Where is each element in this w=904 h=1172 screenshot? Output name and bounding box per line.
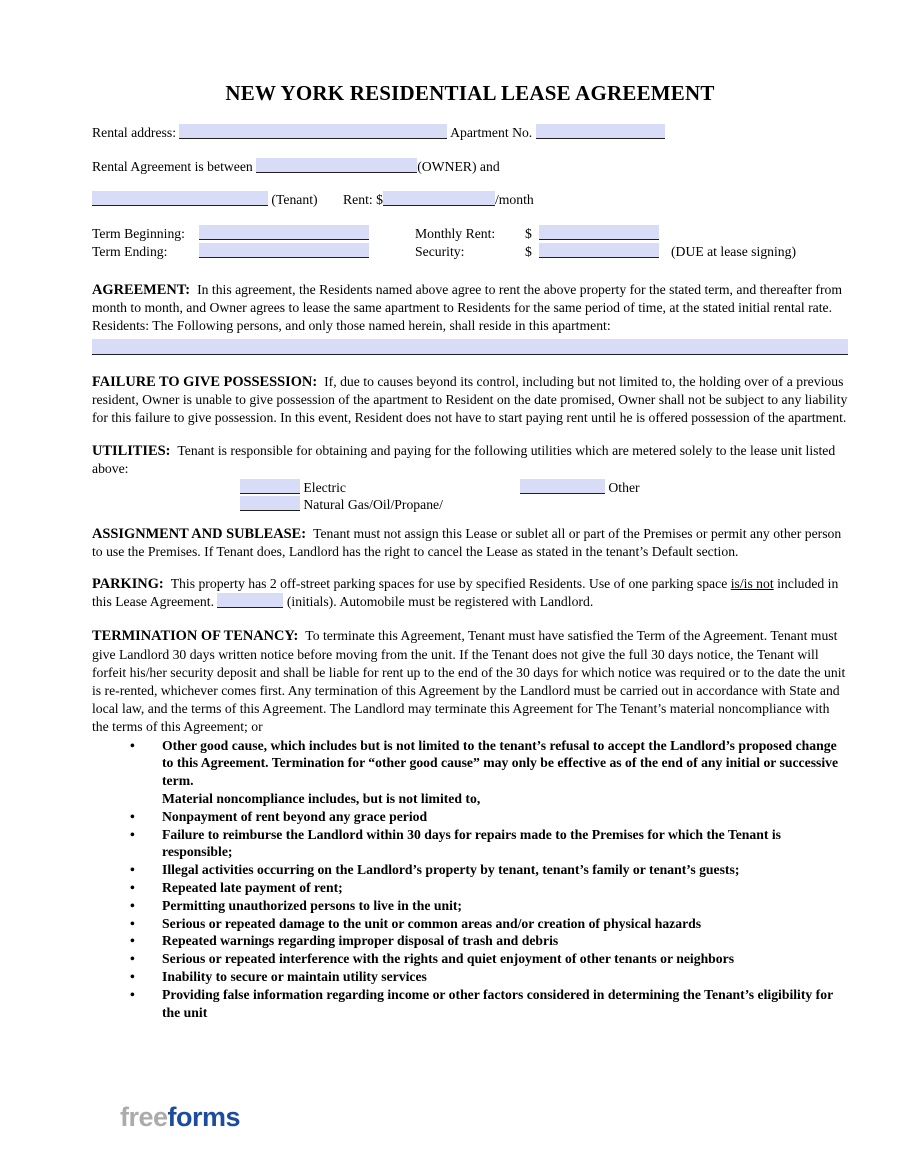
agreement-section xyxy=(92,281,848,355)
other-label: Other xyxy=(608,479,640,495)
apartment-no-field[interactable] xyxy=(536,124,665,139)
assignment-heading: ASSIGNMENT AND SUBLEASE: xyxy=(92,525,307,542)
termination-bullet xyxy=(92,986,848,1022)
utilities-other-group xyxy=(520,479,640,496)
termination-bullet xyxy=(92,915,848,933)
rent-label: Rent: $ xyxy=(343,192,383,208)
parking-heading: PARKING: xyxy=(92,576,164,593)
termination-bullet-list xyxy=(92,737,848,1022)
security-label: Security: xyxy=(415,243,465,259)
parking-is-is-not: is/is not xyxy=(730,576,774,592)
rental-address-field[interactable] xyxy=(179,124,447,139)
parking-body-1: This property has 2 off-street parking spaces for use by specified Residents. Use of one parking space xyxy=(170,576,728,592)
utilities-row-electric xyxy=(240,479,848,496)
monthly-rent-field[interactable] xyxy=(539,225,659,240)
termination-bullet xyxy=(92,861,848,879)
other-utility-field[interactable] xyxy=(520,479,605,494)
agreement-heading: AGREEMENT: xyxy=(92,282,191,299)
electric-label: Electric xyxy=(303,479,346,495)
term-beginning-field[interactable] xyxy=(199,225,369,240)
utilities-row-gas xyxy=(240,496,848,513)
parking-body-2: included in this Lease Agreement. xyxy=(92,576,839,610)
bullet-text: Providing false information regarding income or other factors considered in determining the Tenant’s eligibility for the unit xyxy=(162,986,833,1020)
monthly-rent-label: Monthly Rent: xyxy=(415,225,496,241)
freeforms-logo-forms: forms xyxy=(167,1102,241,1132)
termination-bullet xyxy=(92,932,848,950)
electric-field[interactable] xyxy=(240,479,300,494)
bullet-text: Serious or repeated interference with the rights and quiet enjoyment of other tenants or neighbors xyxy=(162,951,735,967)
parking-initials-field[interactable] xyxy=(217,593,283,608)
bullet-text: Serious or repeated damage to the unit or common areas and/or creation of physical hazards xyxy=(162,915,702,931)
utilities-section xyxy=(92,442,848,512)
residents-field[interactable] xyxy=(92,339,848,355)
termination-bullet xyxy=(92,897,848,915)
term-ending-label: Term Ending: xyxy=(92,243,168,259)
bullet-text: Permitting unauthorized persons to live in the unit; xyxy=(162,897,462,913)
monthly-rent-currency: $ xyxy=(525,225,532,241)
term-block xyxy=(92,225,848,261)
rent-amount-field[interactable] xyxy=(383,191,495,206)
security-deposit-field[interactable] xyxy=(539,243,659,258)
termination-bullet xyxy=(92,968,848,986)
assignment-body: Tenant must not assign this Lease or sublet all or part of the Premises or permit any other person to use the Premises. If Tenant does, Landlord has the right to cancel the Lease as stated in the tenant’s Default section. xyxy=(92,525,842,559)
per-month-label: /month xyxy=(494,192,534,208)
utilities-body: Tenant is responsible for obtaining and paying for the following utilities which are metered solely to the lease unit listed above: xyxy=(92,443,836,477)
failure-body: If, due to causes beyond its control, including but not limited to, the holding over of a previous resident, Owner is unable to give possession of the apartment to Resident on the date promised, Owner shall not be subject to any liability for this failure to give possession. In this event, Resident does not have to start paying rent until he is offered possession of the apartment. xyxy=(92,373,848,426)
termination-bullet xyxy=(92,950,848,968)
bullet-text: Repeated late payment of rent; xyxy=(162,880,343,896)
rental-address-label: Rental address: xyxy=(92,125,177,140)
assignment-and-sublease-section xyxy=(92,525,848,561)
parking-body-3: (initials). Automobile must be registered with Landlord. xyxy=(286,594,594,610)
termination-bullet xyxy=(92,737,848,808)
bullet-text: Other good cause, which includes but is not limited to the tenant’s refusal to accept the Landlord’s proposed change to this Agreement. Termination for “other good cause” may only be effective as of the end of any initial or successive term. xyxy=(162,737,839,789)
bullet-text: Failure to reimburse the Landlord within 30 days for repairs made to the Premises for which the Tenant is responsible; xyxy=(162,826,781,860)
termination-of-tenancy-section xyxy=(92,627,848,736)
agreement-between-label: Rental Agreement is between xyxy=(92,159,253,175)
material-noncompliance-note: Material noncompliance includes, but is not limited to, xyxy=(162,791,481,807)
due-note-label: (DUE at lease signing) xyxy=(671,243,797,259)
owner-suffix-label: (OWNER) and xyxy=(417,159,500,175)
freeforms-logo-free: free xyxy=(120,1102,168,1132)
utilities-heading: UTILITIES: xyxy=(92,443,171,460)
termination-bullet xyxy=(92,808,848,826)
bullet-text: Repeated warnings regarding improper disposal of trash and debris xyxy=(162,933,559,949)
page-title: NEW YORK RESIDENTIAL LEASE AGREEMENT xyxy=(225,81,715,105)
failure-heading: FAILURE TO GIVE POSSESSION: xyxy=(92,373,318,390)
term-ending-field[interactable] xyxy=(199,243,369,258)
termination-body: To terminate this Agreement, Tenant must have satisfied the Term of the Agreement. Tenant must give Landlord 30 days written notice before moving from the unit. If the Tenant does not give the full 30 days notice, the Tenant will forfeit his/her security deposit and shall be liable for rent up to the end of the 30 days for which notice was required or to the date the unit is re-rented, whichever comes first. Any termination of this Agreement by the Landlord must be carried out in accordance with State and local law, and the terms of this Agreement. The Landlord may terminate this Agreement for The Tenant’s material noncompliance with the terms of this Agreement; or xyxy=(92,628,846,735)
failure-to-give-possession-section xyxy=(92,373,848,428)
owner-name-field[interactable] xyxy=(256,158,417,173)
term-beginning-label: Term Beginning: xyxy=(92,225,185,241)
termination-bullet xyxy=(92,879,848,897)
bullet-text: Nonpayment of rent beyond any grace period xyxy=(162,808,428,824)
bullet-text: Inability to secure or maintain utility services xyxy=(162,969,427,985)
natural-gas-field[interactable] xyxy=(240,496,300,511)
freeforms-logo xyxy=(120,1102,240,1132)
termination-heading: TERMINATION OF TENANCY: xyxy=(92,628,299,645)
tenant-rent-row xyxy=(92,191,848,209)
tenant-suffix-label: (Tenant) xyxy=(271,192,318,208)
owner-row xyxy=(92,158,848,176)
apartment-no-label: Apartment No. xyxy=(450,125,533,140)
rental-address-row xyxy=(92,124,848,142)
agreement-body: In this agreement, the Residents named above agree to rent the above property for the stated term, and thereafter from month to month, and Owner agrees to lease the same apartment to Residents for the same period of time, at the stated initial rental rate. Residents: The Following persons, and only those named herein, shall reside in this apartment: xyxy=(92,282,843,334)
security-currency: $ xyxy=(525,243,532,259)
bullet-text: Illegal activities occurring on the Landlord’s property by tenant, tenant’s family or tenant’s guests; xyxy=(162,862,740,878)
termination-bullet xyxy=(92,826,848,862)
natural-gas-label: Natural Gas/Oil/Propane/ xyxy=(303,496,443,512)
parking-section xyxy=(92,575,848,611)
tenant-name-field[interactable] xyxy=(92,191,268,206)
